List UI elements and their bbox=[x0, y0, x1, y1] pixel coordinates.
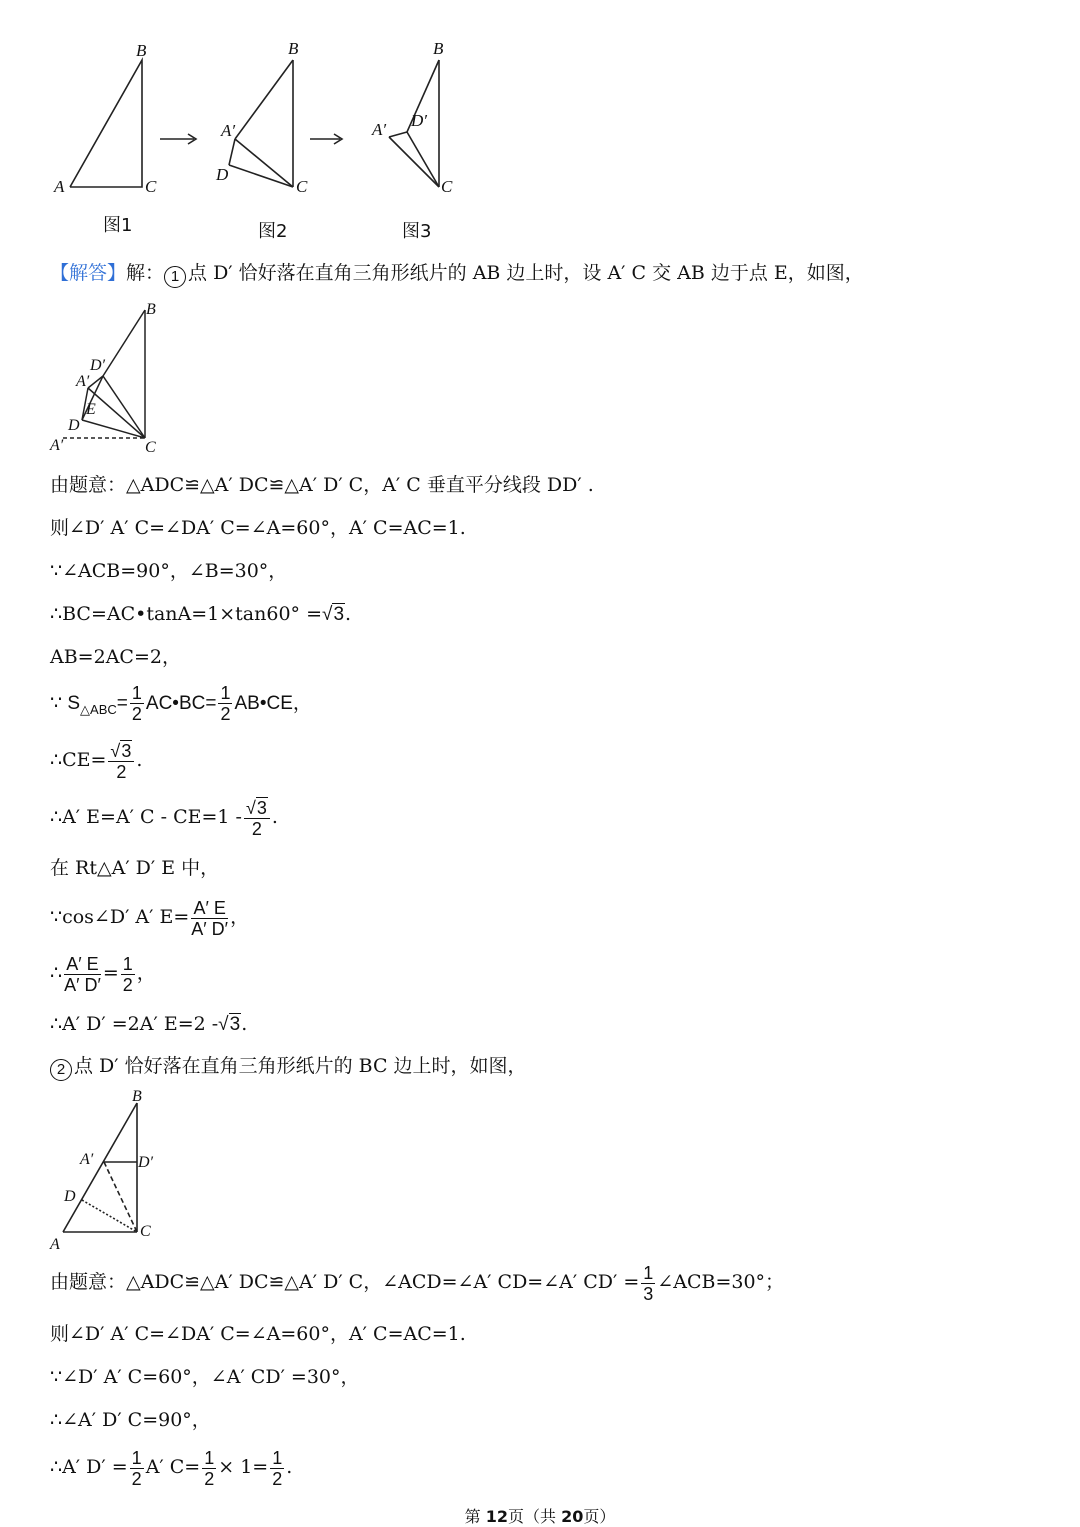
figure-case-1 bbox=[48, 298, 178, 458]
fig2-label-C: C bbox=[296, 177, 308, 196]
fig1-label-C: C bbox=[145, 177, 157, 196]
solution-line-11: ∵cos∠D′ A′ E= $\frac{A' E}{A' D'}$ ， bbox=[50, 897, 250, 939]
fig3-label-D1: D′ bbox=[411, 111, 427, 130]
answer-tag: 【解答】 bbox=[50, 262, 127, 284]
solution-line-2: 由题意：△ADC≌△A′ DC≌△A′ D′ C，A′ C 垂直平分线段 DD′ . bbox=[50, 474, 594, 496]
fig3-label-B: B bbox=[433, 39, 444, 58]
svg-text:C: C bbox=[140, 1223, 151, 1240]
fig2-label-D: D bbox=[216, 165, 229, 184]
circled-number-1: 1 bbox=[164, 266, 186, 288]
svg-text:D′: D′ bbox=[90, 357, 106, 374]
fig1-label-A: A bbox=[54, 177, 65, 196]
svg-text:A′: A′ bbox=[80, 1151, 94, 1168]
solution-line-4: ∵∠ACB=90°，∠B=30°， bbox=[50, 560, 288, 582]
solution-line-5: ∴BC=AC•tanA=1×tan60° =√3. bbox=[50, 601, 351, 628]
fig2-label-B: B bbox=[288, 39, 299, 58]
figure-3-caption: 图3 bbox=[402, 221, 432, 242]
fig2-label-A1: A′ bbox=[221, 121, 236, 140]
solution-line-18: ∴∠A′ D′ C=90°， bbox=[50, 1409, 211, 1431]
solution-line-19: ∴A′ D′ = $\frac{1}{2}$ A′ C= $\frac{1}{2}$ × 1= $\frac{1}{2}$ . bbox=[50, 1447, 293, 1489]
figure-2-caption: 图2 bbox=[258, 221, 288, 242]
solution-line-8: ∴CE= $\frac{√3}{2}$ . bbox=[50, 740, 143, 782]
svg-text:B: B bbox=[146, 301, 156, 318]
svg-text:A′: A′ bbox=[76, 373, 90, 390]
solution-line-13: ∴A′ D′ =2A′ E=2 -√3. bbox=[50, 1013, 248, 1035]
svg-text:D′: D′ bbox=[138, 1154, 154, 1171]
solution-line-9: ∴A′ E=A′ C - CE=1 - $\frac{√3}{2}$ . bbox=[50, 797, 278, 839]
svg-text:D: D bbox=[64, 1188, 76, 1205]
figure-case-2 bbox=[48, 1085, 178, 1255]
sqrt-3: √3 bbox=[322, 604, 345, 625]
fig3-label-A1: A′ bbox=[372, 120, 387, 139]
solution-line-6: AB=2AC=2， bbox=[50, 646, 181, 668]
svg-text:C: C bbox=[145, 439, 156, 456]
solution-line-17: ∵∠D′ A′ C=60°，∠A′ CD′ =30°， bbox=[50, 1366, 360, 1388]
solution-line-15: 由题意：△ADC≌△A′ DC≌△A′ D′ C，∠ACD=∠A′ CD=∠A′ CD′ = $\frac{1}{3}$ ∠ACB=30°； bbox=[50, 1262, 785, 1304]
solution-line-16: 则∠D′ A′ C=∠DA′ C=∠A=60°，A′ C=AC=1. bbox=[50, 1323, 466, 1345]
solution-line-14: 2 点 D′ 恰好落在直角三角形纸片的 BC 边上时，如图， bbox=[50, 1053, 527, 1081]
solution-line-1: 【解答】解： 1 点 D′ 恰好落在直角三角形纸片的 AB 边上时，设 A′ C 交 AB 边于点 E，如图， bbox=[50, 260, 864, 288]
solution-line-12: ∴ $\frac{A' E}{A' D'}$ = $\frac{1}{2}$ ， bbox=[50, 953, 156, 995]
svg-text:A: A bbox=[50, 1236, 60, 1253]
case-2-diagram bbox=[48, 1085, 178, 1255]
svg-text:A′: A′ bbox=[50, 437, 64, 454]
page-number: 12 bbox=[485, 1507, 508, 1526]
circled-number-2: 2 bbox=[50, 1059, 72, 1081]
solution-line-10: 在 Rt△A′ D′ E 中， bbox=[50, 857, 220, 879]
solution-line-3: 则∠D′ A′ C=∠DA′ C=∠A=60°，A′ C=AC=1. bbox=[50, 517, 466, 539]
fig1-label-B: B bbox=[136, 41, 147, 60]
case-1-diagram bbox=[48, 298, 178, 458]
figure-1-caption: 图1 bbox=[103, 215, 133, 236]
solution-line-7: ∵ $S_{\triangle ABC}=$ $\frac{1}{2}$ AC•BC= $\frac{1}{2}$ AB•CE， bbox=[50, 683, 312, 725]
svg-text:B: B bbox=[132, 1088, 142, 1105]
page-total: 20 bbox=[561, 1507, 584, 1526]
svg-text:E: E bbox=[86, 401, 96, 418]
page-footer: 第 12页（共 20页） bbox=[464, 1507, 616, 1526]
svg-text:D: D bbox=[68, 417, 80, 434]
fig3-label-C: C bbox=[441, 177, 453, 196]
